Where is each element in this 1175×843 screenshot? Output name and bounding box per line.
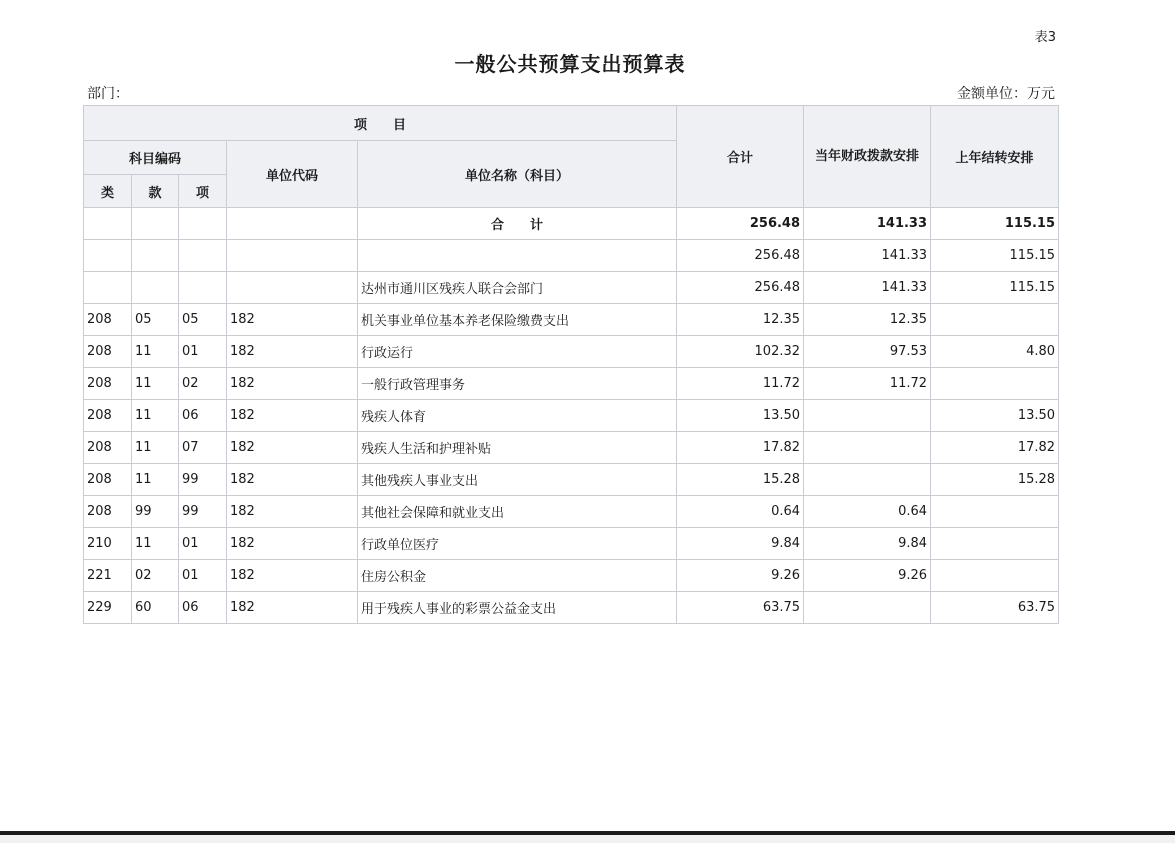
table-row bbox=[84, 592, 1059, 624]
cell-lei: 208 bbox=[84, 464, 132, 496]
cell-xiang: 06 bbox=[179, 400, 227, 432]
cell-unit-code: 182 bbox=[227, 368, 358, 400]
cell-unit-code: 182 bbox=[227, 560, 358, 592]
cell-lei: 208 bbox=[84, 368, 132, 400]
cell-unit-code: 182 bbox=[227, 464, 358, 496]
cell-kuan bbox=[132, 208, 179, 240]
report-title: 一般公共预算支出预算表 bbox=[454, 52, 686, 76]
total-current-fiscal: 141.33 bbox=[804, 208, 931, 240]
cell-unit-name: 一般行政管理事务 bbox=[358, 368, 677, 400]
cell-carryover: 115.15 bbox=[931, 240, 1059, 272]
cell-xiang bbox=[179, 272, 227, 304]
cell-unit-name: 用于残疾人事业的彩票公益金支出 bbox=[358, 592, 677, 624]
cell-xiang bbox=[179, 208, 227, 240]
header-lei: 类 bbox=[84, 175, 132, 208]
cell-total: 256.48 bbox=[677, 240, 804, 272]
cell-lei: 208 bbox=[84, 496, 132, 528]
cell-lei bbox=[84, 208, 132, 240]
header-item: 项 目 bbox=[84, 106, 677, 141]
total-row bbox=[84, 208, 1059, 240]
cell-total: 11.72 bbox=[677, 368, 804, 400]
cell-carryover bbox=[931, 368, 1059, 400]
budget-table bbox=[83, 105, 1059, 624]
cell-lei: 229 bbox=[84, 592, 132, 624]
cell-lei: 210 bbox=[84, 528, 132, 560]
cell-lei bbox=[84, 272, 132, 304]
cell-current-fiscal: 11.72 bbox=[804, 368, 931, 400]
cell-xiang: 01 bbox=[179, 528, 227, 560]
cell-unit-code bbox=[227, 208, 358, 240]
cell-current-fiscal: 97.53 bbox=[804, 336, 931, 368]
cell-unit-code: 182 bbox=[227, 400, 358, 432]
department-label: 部门： bbox=[87, 86, 129, 102]
cell-unit-code: 182 bbox=[227, 336, 358, 368]
cell-xiang: 02 bbox=[179, 368, 227, 400]
cell-xiang bbox=[179, 240, 227, 272]
cell-xiang: 05 bbox=[179, 304, 227, 336]
cell-xiang: 06 bbox=[179, 592, 227, 624]
table-row bbox=[84, 464, 1059, 496]
cell-lei: 208 bbox=[84, 400, 132, 432]
table-row bbox=[84, 304, 1059, 336]
header-carryover: 上年结转安排 bbox=[931, 106, 1059, 208]
cell-lei: 221 bbox=[84, 560, 132, 592]
cell-xiang: 07 bbox=[179, 432, 227, 464]
cell-unit-code bbox=[227, 272, 358, 304]
table-row bbox=[84, 496, 1059, 528]
cell-xiang: 01 bbox=[179, 336, 227, 368]
cell-unit-name: 其他社会保障和就业支出 bbox=[358, 496, 677, 528]
table-row bbox=[84, 528, 1059, 560]
cell-unit-name: 其他残疾人事业支出 bbox=[358, 464, 677, 496]
cell-carryover bbox=[931, 304, 1059, 336]
header-unit-name: 单位名称（科目） bbox=[358, 141, 677, 208]
cell-total: 15.28 bbox=[677, 464, 804, 496]
total-amount: 256.48 bbox=[677, 208, 804, 240]
cell-lei: 208 bbox=[84, 336, 132, 368]
cell-unit-name: 行政单位医疗 bbox=[358, 528, 677, 560]
cell-unit-name: 达州市通川区残疾人联合会部门 bbox=[358, 272, 677, 304]
header-subject-code: 科目编码 bbox=[84, 141, 227, 175]
cell-total: 102.32 bbox=[677, 336, 804, 368]
cell-carryover: 115.15 bbox=[931, 272, 1059, 304]
header-current-fiscal: 当年财政拨款安排 bbox=[804, 106, 931, 208]
header-total: 合计 bbox=[677, 106, 804, 208]
cell-kuan: 11 bbox=[132, 368, 179, 400]
cell-carryover: 63.75 bbox=[931, 592, 1059, 624]
cell-unit-name bbox=[358, 240, 677, 272]
cell-unit-code: 182 bbox=[227, 432, 358, 464]
cell-kuan: 60 bbox=[132, 592, 179, 624]
cell-xiang: 99 bbox=[179, 464, 227, 496]
cell-kuan: 05 bbox=[132, 304, 179, 336]
cell-total: 9.84 bbox=[677, 528, 804, 560]
table-row bbox=[84, 240, 1059, 272]
cell-total: 63.75 bbox=[677, 592, 804, 624]
cell-total: 12.35 bbox=[677, 304, 804, 336]
cell-xiang: 99 bbox=[179, 496, 227, 528]
cell-kuan: 11 bbox=[132, 432, 179, 464]
cell-unit-name: 残疾人体育 bbox=[358, 400, 677, 432]
cell-current-fiscal: 141.33 bbox=[804, 240, 931, 272]
cell-current-fiscal: 9.26 bbox=[804, 560, 931, 592]
header-kuan: 款 bbox=[132, 175, 179, 208]
cell-current-fiscal bbox=[804, 400, 931, 432]
cell-carryover: 15.28 bbox=[931, 464, 1059, 496]
cell-unit-name: 残疾人生活和护理补贴 bbox=[358, 432, 677, 464]
cell-kuan: 11 bbox=[132, 336, 179, 368]
table-row bbox=[84, 432, 1059, 464]
cell-carryover: 17.82 bbox=[931, 432, 1059, 464]
cell-unit-name: 住房公积金 bbox=[358, 560, 677, 592]
cell-unit-code: 182 bbox=[227, 592, 358, 624]
cell-lei: 208 bbox=[84, 432, 132, 464]
cell-total: 13.50 bbox=[677, 400, 804, 432]
cell-kuan: 11 bbox=[132, 400, 179, 432]
cell-xiang: 01 bbox=[179, 560, 227, 592]
cell-kuan bbox=[132, 240, 179, 272]
cell-lei bbox=[84, 240, 132, 272]
header-xiang: 项 bbox=[179, 175, 227, 208]
cell-total: 0.64 bbox=[677, 496, 804, 528]
cell-current-fiscal bbox=[804, 592, 931, 624]
cell-unit-code: 182 bbox=[227, 304, 358, 336]
amount-unit-label: 金额单位：万元 bbox=[957, 86, 1055, 102]
table-number: 表3 bbox=[1034, 30, 1056, 45]
table-row bbox=[84, 400, 1059, 432]
cell-unit-name: 行政运行 bbox=[358, 336, 677, 368]
cell-carryover bbox=[931, 496, 1059, 528]
cell-kuan bbox=[132, 272, 179, 304]
cell-unit-name: 机关事业单位基本养老保险缴费支出 bbox=[358, 304, 677, 336]
cell-current-fiscal: 0.64 bbox=[804, 496, 931, 528]
total-carryover: 115.15 bbox=[931, 208, 1059, 240]
cell-kuan: 02 bbox=[132, 560, 179, 592]
cell-current-fiscal bbox=[804, 432, 931, 464]
cell-carryover: 4.80 bbox=[931, 336, 1059, 368]
cell-unit-code: 182 bbox=[227, 496, 358, 528]
cell-carryover: 13.50 bbox=[931, 400, 1059, 432]
cell-lei: 208 bbox=[84, 304, 132, 336]
cell-kuan: 11 bbox=[132, 528, 179, 560]
table-row bbox=[84, 336, 1059, 368]
cell-kuan: 11 bbox=[132, 464, 179, 496]
cell-total: 17.82 bbox=[677, 432, 804, 464]
cell-carryover bbox=[931, 560, 1059, 592]
cell-total: 9.26 bbox=[677, 560, 804, 592]
cell-current-fiscal: 9.84 bbox=[804, 528, 931, 560]
cell-kuan: 99 bbox=[132, 496, 179, 528]
bottom-strip bbox=[0, 835, 1175, 843]
cell-unit-code bbox=[227, 240, 358, 272]
cell-current-fiscal: 12.35 bbox=[804, 304, 931, 336]
table-row bbox=[84, 368, 1059, 400]
cell-current-fiscal: 141.33 bbox=[804, 272, 931, 304]
header-unit-code: 单位代码 bbox=[227, 141, 358, 208]
cell-carryover bbox=[931, 528, 1059, 560]
table-row bbox=[84, 560, 1059, 592]
total-label: 合 计 bbox=[358, 208, 677, 240]
cell-total: 256.48 bbox=[677, 272, 804, 304]
cell-current-fiscal bbox=[804, 464, 931, 496]
cell-unit-code: 182 bbox=[227, 528, 358, 560]
table-row bbox=[84, 272, 1059, 304]
